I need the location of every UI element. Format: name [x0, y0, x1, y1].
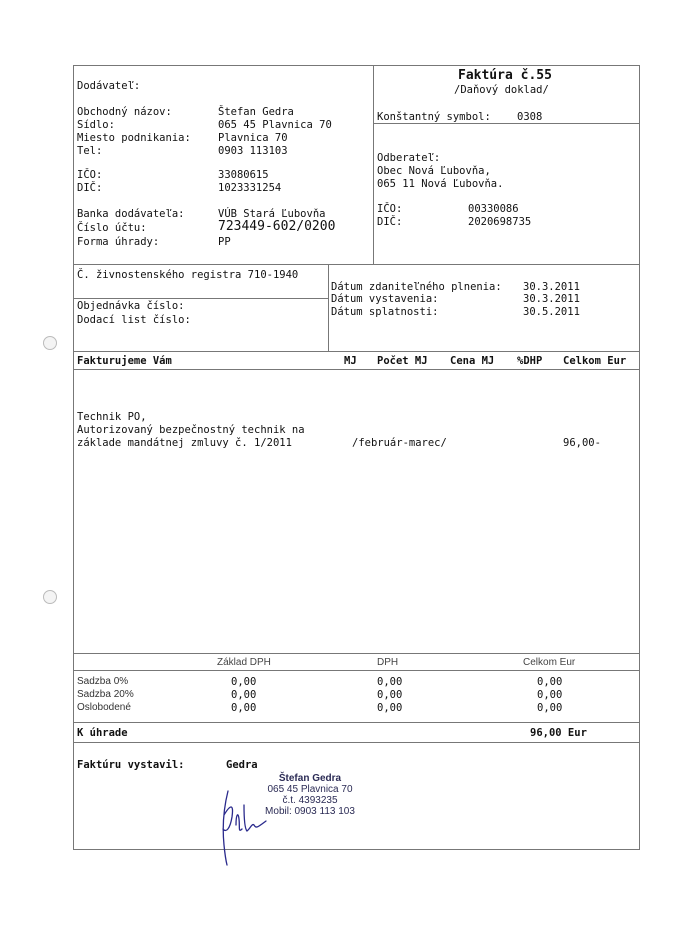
supplier-dic-label: DIČ: — [77, 182, 103, 194]
taxable-date-label: Dátum zdaniteľného plnenia: — [331, 281, 502, 293]
bank-value: VÚB Stará Ľubovňa — [218, 208, 326, 220]
customer-address: 065 11 Nová Ľubovňa. — [377, 178, 504, 190]
due-date: 30.5.2011 — [523, 306, 580, 318]
supplier-ico-label: IČO: — [77, 169, 103, 181]
divider — [328, 264, 329, 351]
vat-col-vat: DPH — [377, 657, 399, 668]
account-label: Číslo účtu: — [77, 222, 147, 234]
tel-label: Tel: — [77, 145, 103, 157]
taxable-date: 30.3.2011 — [523, 281, 580, 293]
to-pay-label: K úhrade — [77, 727, 128, 739]
supplier-heading: Dodávateľ: — [77, 80, 141, 92]
customer-ico: 00330086 — [468, 203, 519, 215]
stamp-line: č.t. 4393235 — [282, 795, 338, 806]
punch-hole-top — [43, 336, 57, 350]
registry-number: Č. živnostenského registra 710-1940 — [77, 269, 299, 281]
place-label: Miesto podnikania: — [77, 132, 191, 144]
vat-col-base: Základ DPH — [217, 657, 271, 668]
supplier-ico: 33080615 — [218, 169, 269, 181]
payment-label: Forma úhrady: — [77, 236, 160, 248]
vat-col-total: Celkom Eur — [523, 657, 576, 668]
bank-label: Banka dodávateľa: — [77, 208, 185, 220]
stamp-line: 065 45 Plavnica 70 — [267, 784, 353, 795]
vat-row-total: 0,00 — [537, 676, 563, 688]
customer-dic-label: DIČ: — [377, 216, 403, 228]
vat-row-base: 0,00 — [231, 689, 257, 701]
customer-name: Obec Nová Ľubovňa, — [377, 165, 491, 177]
seat-value: 065 45 Plavnica 70 — [218, 119, 332, 131]
customer-ico-label: IČO: — [377, 203, 403, 215]
item-amount: 96,00- — [563, 437, 601, 449]
divider — [373, 123, 640, 124]
col-price: Cena MJ — [450, 355, 495, 367]
divider — [73, 742, 640, 743]
divider — [73, 351, 640, 352]
tel-value: 0903 113103 — [218, 145, 288, 157]
divider — [73, 369, 640, 370]
to-pay-amount: 96,00 Eur — [530, 727, 587, 739]
vat-row-total: 0,00 — [537, 689, 563, 701]
divider — [73, 653, 640, 654]
place-value: Plavnica 70 — [218, 132, 288, 144]
issued-date-label: Dátum vystavenia: — [331, 293, 439, 305]
order-label: Objednávka číslo: — [77, 300, 185, 312]
vat-row-vat: 0,00 — [377, 676, 403, 688]
seat-label: Sídlo: — [77, 119, 115, 131]
divider — [73, 298, 328, 299]
col-mj: MJ — [344, 355, 357, 367]
stamp-line: Mobil: 0903 113 103 — [265, 806, 355, 817]
vat-row-vat: 0,00 — [377, 702, 403, 714]
item-line-1: Technik PO, — [77, 411, 147, 423]
vat-row-base: 0,00 — [231, 702, 257, 714]
account-number: 723449-602/0200 — [218, 219, 336, 234]
vat-row-label: Sadzba 20% — [77, 689, 134, 700]
due-date-label: Dátum splatnosti: — [331, 306, 439, 318]
vat-row-label: Oslobodené — [77, 702, 131, 713]
divider — [73, 722, 640, 723]
col-vat: %DHP — [517, 355, 543, 367]
invoice-title: Faktúra č.55 — [458, 68, 552, 83]
invoice-subtitle: /Daňový doklad/ — [454, 84, 549, 96]
col-total: Celkom Eur — [563, 355, 627, 367]
issued-date: 30.3.2011 — [523, 293, 580, 305]
divider — [73, 264, 640, 265]
constant-symbol-label: Konštantný symbol: — [377, 111, 491, 123]
constant-symbol: 0308 — [517, 111, 543, 123]
item-line-3: základe mandátnej zmluvy č. 1/2011 — [77, 437, 292, 449]
vat-row-vat: 0,00 — [377, 689, 403, 701]
delivery-label: Dodací list číslo: — [77, 314, 191, 326]
vat-row-label: Sadzba 0% — [77, 676, 129, 687]
customer-heading: Odberateľ: — [377, 152, 441, 164]
col-count: Počet MJ — [377, 355, 428, 367]
vat-row-base: 0,00 — [231, 676, 257, 688]
item-line-2: Autorizovaný bezpečnostný technik na — [77, 424, 305, 436]
customer-dic: 2020698735 — [468, 216, 532, 228]
divider — [73, 670, 640, 671]
issuer-label: Faktúru vystavil: — [77, 759, 185, 771]
punch-hole-bottom — [43, 590, 57, 604]
issuer-name: Gedra — [226, 759, 258, 771]
signature-image — [214, 785, 274, 867]
divider — [373, 65, 374, 264]
payment-value: PP — [218, 236, 231, 248]
trade-name-label: Obchodný názov: — [77, 106, 172, 118]
item-period: /február-marec/ — [352, 437, 447, 449]
supplier-dic: 1023331254 — [218, 182, 282, 194]
vat-row-total: 0,00 — [537, 702, 563, 714]
trade-name: Štefan Gedra — [218, 106, 294, 118]
items-title: Fakturujeme Vám — [77, 355, 172, 367]
stamp-line: Štefan Gedra — [278, 773, 342, 784]
